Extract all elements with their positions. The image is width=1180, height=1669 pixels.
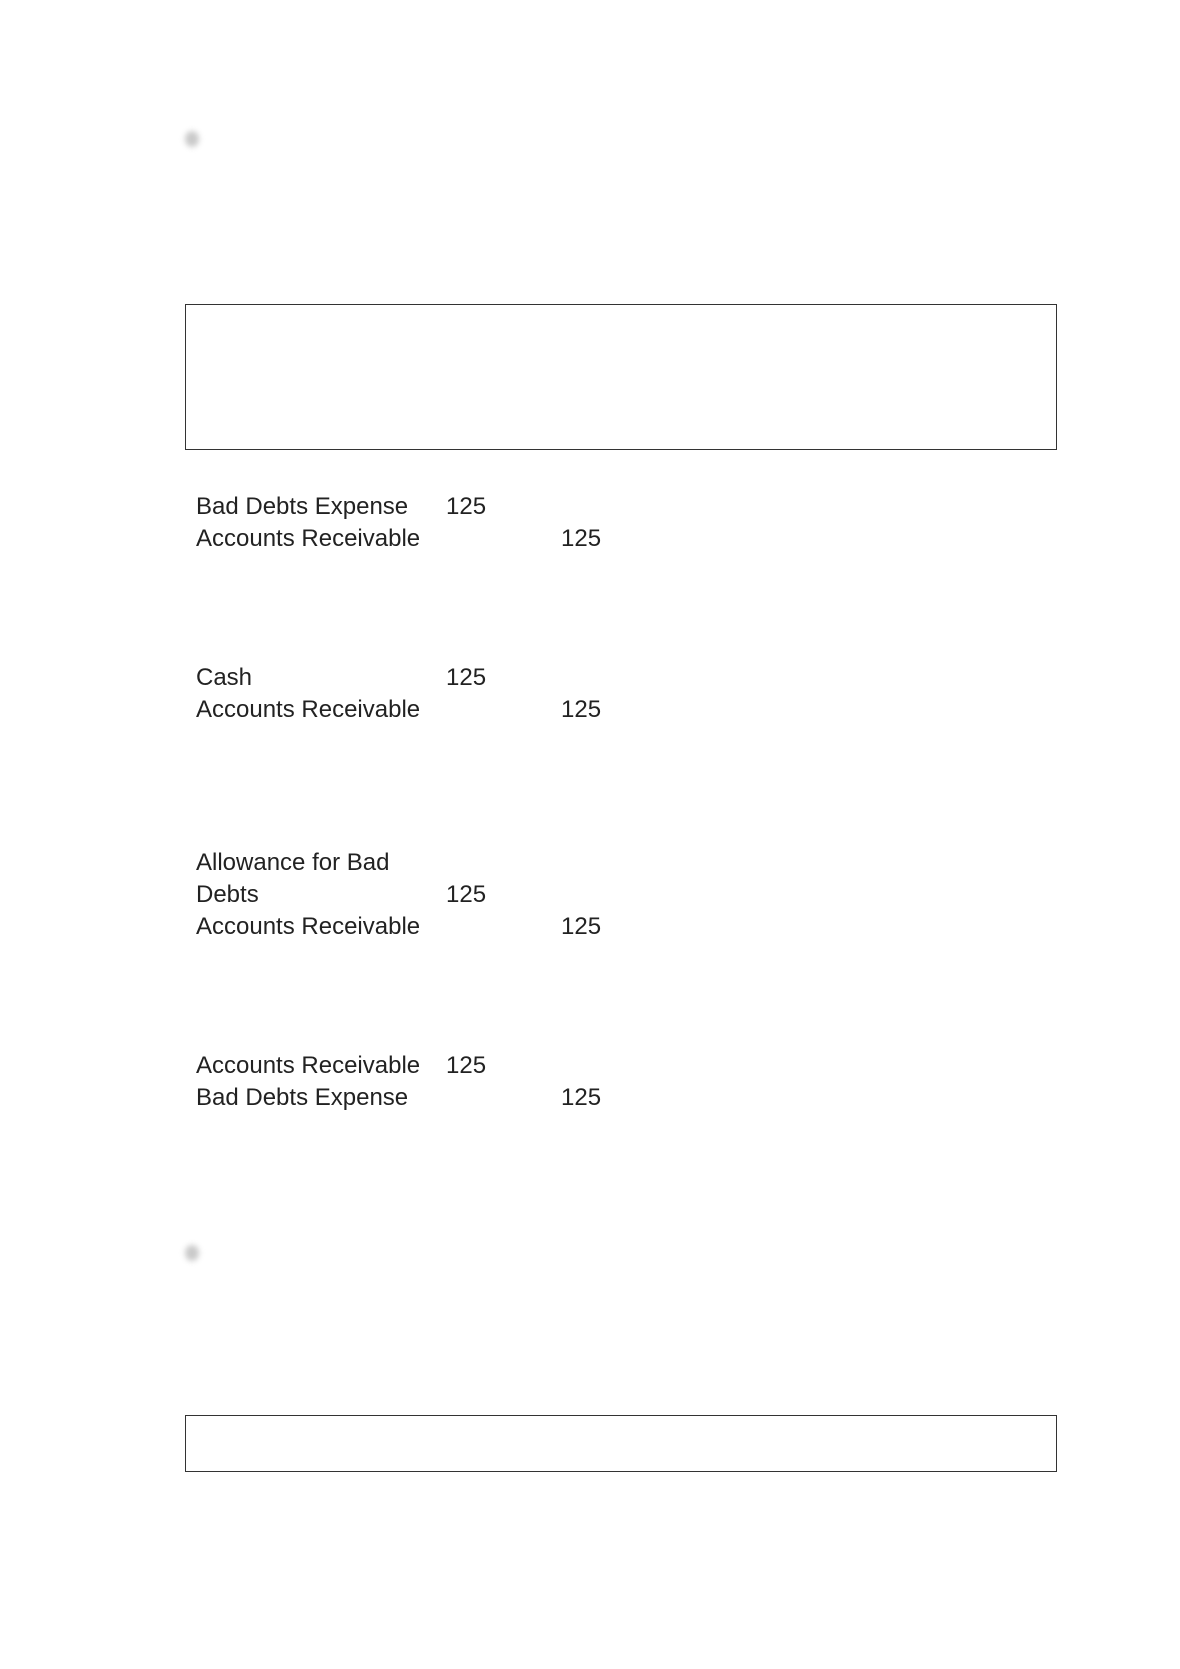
- debit-account: Allowance for Bad Debts: [196, 849, 390, 908]
- blurred-question-marker: [185, 1245, 199, 1261]
- credit-account: Bad Debts Expense: [196, 1084, 409, 1111]
- credit-account: Accounts Receivable: [196, 696, 421, 723]
- debit-amount: 125: [446, 1052, 487, 1079]
- debit-account: Cash: [196, 664, 253, 691]
- credit-amount: 125: [561, 1084, 602, 1111]
- debit-amount: 125: [446, 664, 487, 691]
- debit-amount: 125: [446, 881, 487, 908]
- debit-amount: 125: [446, 493, 487, 520]
- credit-amount: 125: [561, 525, 602, 552]
- debit-account: Bad Debts Expense: [196, 493, 409, 520]
- credit-amount: 125: [561, 696, 602, 723]
- question-box: [185, 304, 1057, 450]
- credit-account: Accounts Receivable: [196, 913, 421, 940]
- credit-account: Accounts Receivable: [196, 525, 421, 552]
- question-box: [185, 1415, 1057, 1472]
- blurred-question-marker: [185, 131, 199, 147]
- debit-account: Accounts Receivable: [196, 1052, 421, 1079]
- credit-amount: 125: [561, 913, 602, 940]
